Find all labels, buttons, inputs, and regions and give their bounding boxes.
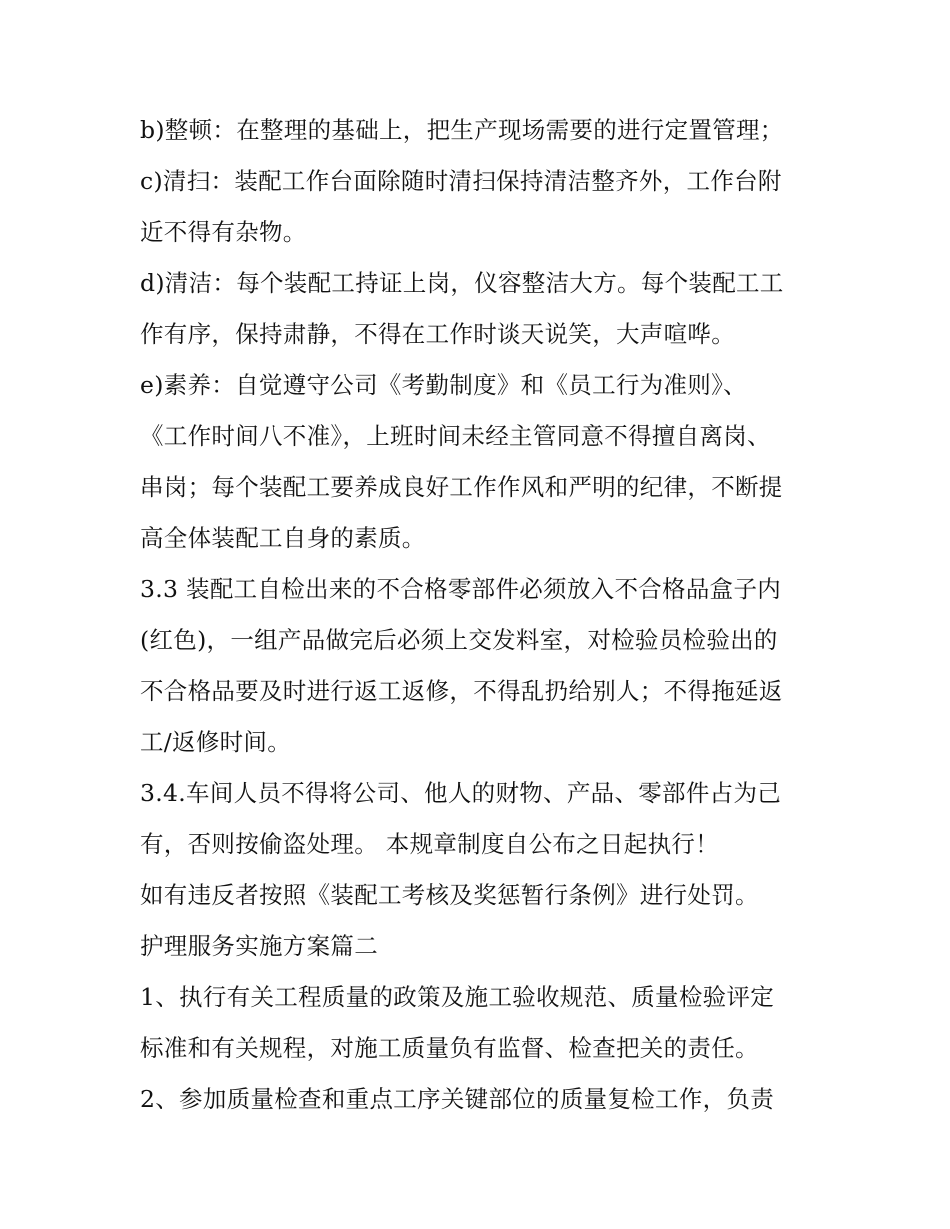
text-line: c)清扫：装配工作台面除随时清扫保持清洁整齐外，工作台附	[140, 167, 782, 195]
text-line: 2、参加质量检查和重点工序关键部位的质量复检工作，负责	[140, 1085, 775, 1113]
text-line: 工/返修时间。	[140, 728, 292, 756]
text-line: (红色)，一组产品做完后必须上交发料室，对检验员检验出的	[140, 626, 778, 654]
text-line: 近不得有杂物。	[140, 218, 307, 246]
text-line: 如有违反者按照《装配工考核及奖惩暂行条例》进行处罚。	[140, 881, 759, 909]
text-line: 3.3 装配工自检出来的不合格零部件必须放入不合格品盒子内	[140, 575, 782, 603]
text-line: 有，否则按偷盗处理。 本规章制度自公布之日起执行！	[140, 830, 719, 858]
text-line: 串岗；每个装配工要养成良好工作作风和严明的纪律，不断提	[140, 473, 783, 501]
text-line: 作有序，保持肃静，不得在工作时谈天说笑，大声喧哗。	[140, 320, 735, 348]
text-line: 不合格品要及时进行返工返修，不得乱扔给别人；不得拖延返	[140, 677, 783, 705]
text-line: 《工作时间八不准》，上班时间未经主管同意不得擅自离岗、	[140, 422, 771, 450]
text-line: b)整顿：在整理的基础上，把生产现场需要的进行定置管理；	[140, 116, 784, 144]
section-heading: 护理服务实施方案篇二	[140, 932, 378, 960]
document-body	[140, 105, 820, 1125]
text-line: e)素养：自觉遵守公司《考勤制度》和《员工行为准则》、	[140, 371, 747, 399]
text-line: d)清洁：每个装配工持证上岗，仪容整洁大方。每个装配工工	[140, 269, 784, 297]
text-line: 高全体装配工自身的素质。	[140, 524, 426, 552]
text-line: 1、执行有关工程质量的政策及施工验收规范、质量检验评定	[140, 983, 775, 1011]
text-line: 3.4.车间人员不得将公司、他人的财物、产品、零部件占为己	[140, 779, 782, 807]
text-line: 标准和有关规程，对施工质量负有监督、检查把关的责任。	[140, 1034, 759, 1062]
